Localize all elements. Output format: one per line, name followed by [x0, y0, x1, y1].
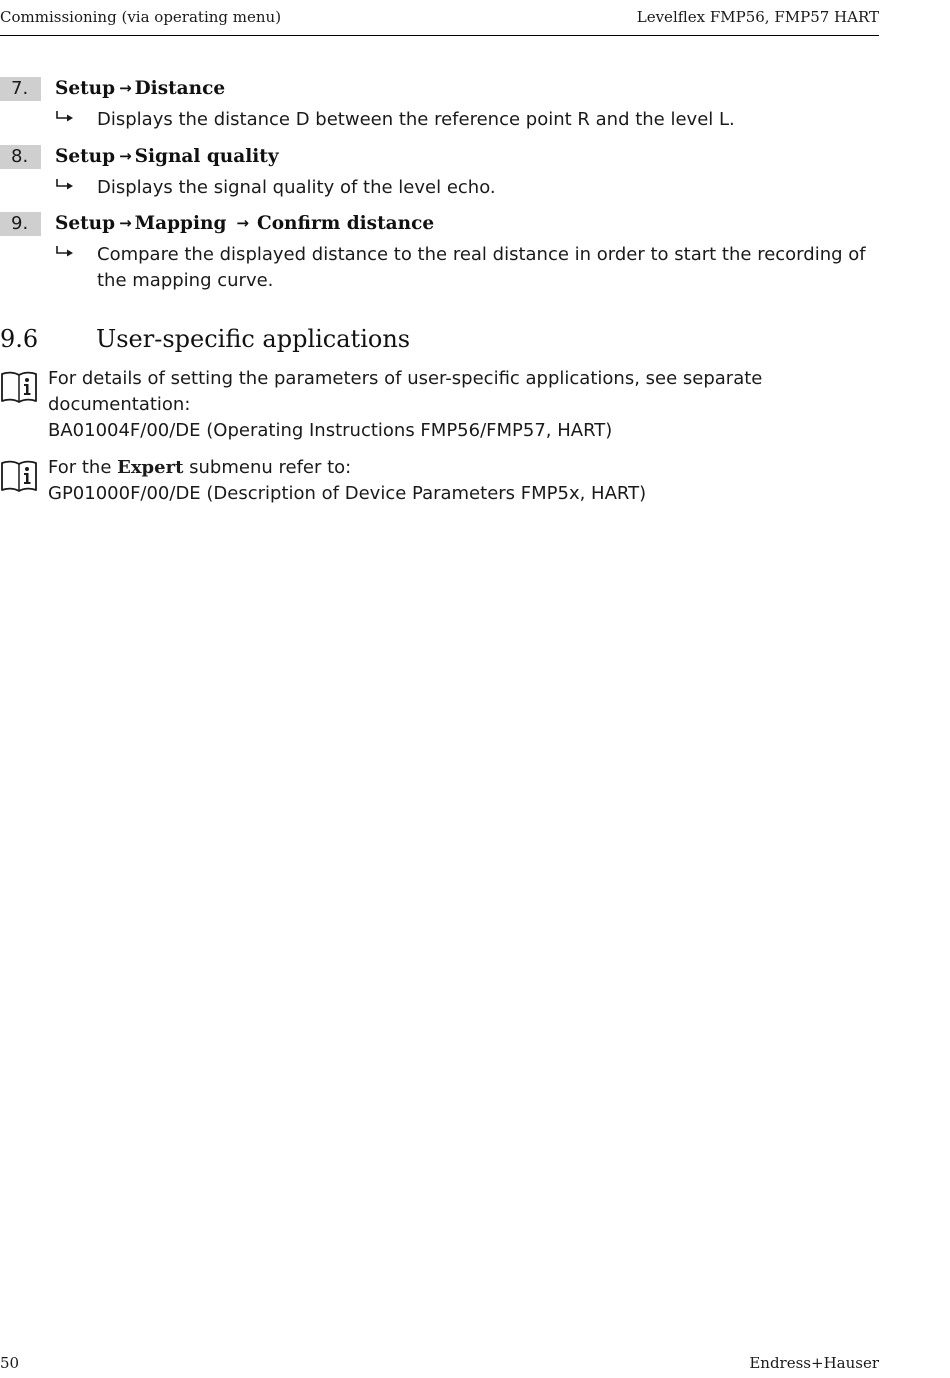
menu-path-item: Setup [55, 146, 116, 167]
step-result-text: Displays the distance D between the reference point R and the level L. [97, 109, 735, 130]
running-header [0, 6, 879, 36]
info-note [0, 366, 879, 446]
step-menu-path [55, 145, 279, 169]
page-number: 50 [0, 1354, 20, 1372]
info-note-text [48, 455, 848, 507]
menu-path-item: Signal quality [134, 146, 279, 167]
step-number: 7. [0, 77, 41, 101]
result-arrow-icon [55, 110, 75, 124]
info-note-text [48, 366, 848, 444]
note-menu-name: Expert [117, 457, 184, 478]
section-number: 9.6 [0, 325, 39, 353]
step-8 [0, 145, 879, 205]
step-result-text: Compare the displayed distance to the real distance in order to start the recording of the mapping curve. [97, 244, 866, 291]
menu-path-item: Setup [55, 78, 116, 99]
menu-path-item: Distance [134, 78, 226, 99]
note-document-reference: GP01000F/00/DE (Description of Device Parameters FMP5x, HART) [48, 483, 647, 504]
menu-path-item: Setup [55, 213, 116, 234]
menu-path-item: Mapping [134, 213, 227, 234]
menu-path-item: Confirm distance [256, 213, 435, 234]
note-description: For details of setting the parameters of user-specific applications, see separate documentation: [48, 368, 763, 415]
step-result [55, 107, 875, 133]
note-suffix: submenu refer to: [183, 457, 352, 478]
step-9 [0, 212, 879, 298]
step-result [55, 242, 875, 294]
step-number: 8. [0, 145, 41, 169]
step-result-text: Displays the signal quality of the level echo. [97, 177, 496, 198]
arrow-right-icon: → [119, 147, 132, 165]
arrow-right-icon: → [119, 79, 132, 97]
arrow-right-icon: → [236, 214, 249, 232]
step-menu-path [55, 77, 225, 101]
note-description [48, 455, 848, 481]
arrow-right-icon: → [119, 214, 132, 232]
step-7 [0, 77, 879, 137]
section-title: User-specific applications [96, 325, 411, 353]
step-menu-path [55, 212, 434, 236]
info-note [0, 455, 879, 511]
note-prefix: For the [48, 457, 118, 478]
step-result [55, 175, 875, 201]
header-product-title: Levelflex FMP56, FMP57 HART [636, 8, 879, 26]
book-info-icon [0, 458, 38, 494]
result-arrow-icon [55, 245, 75, 259]
note-document-reference: BA01004F/00/DE (Operating Instructions FMP56/FMP57, HART) [48, 420, 613, 441]
brand-name: Endress+Hauser [749, 1354, 879, 1372]
result-arrow-icon [55, 178, 75, 192]
page-footer [0, 1354, 879, 1376]
header-chapter-title: Commissioning (via operating menu) [0, 8, 282, 26]
step-number: 9. [0, 212, 41, 236]
book-info-icon [0, 369, 38, 405]
